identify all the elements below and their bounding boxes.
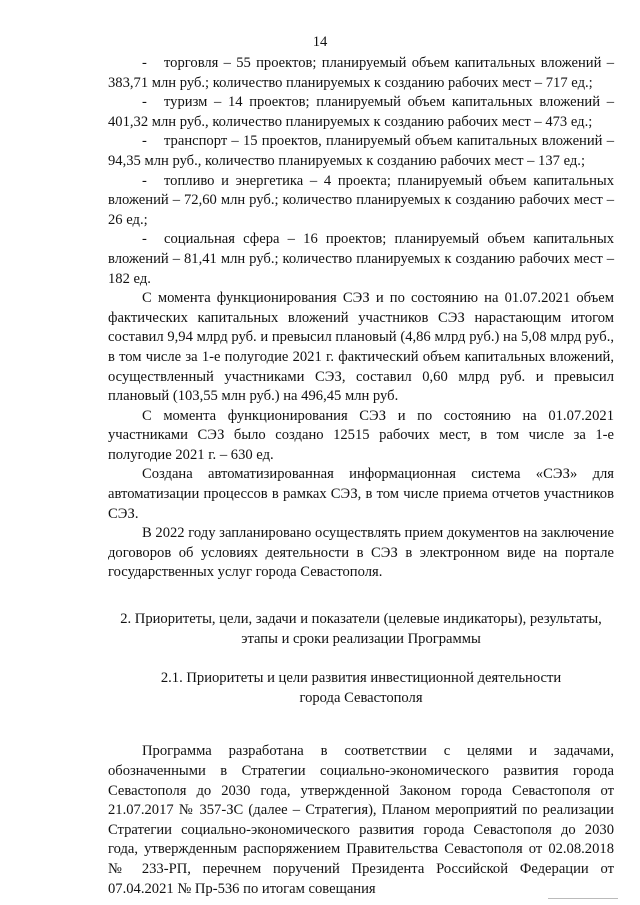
- paragraph-jobs-created: С момента функционирования СЭЗ и по состоянию на 01.07.2021 участниками СЭЗ было создано 12515 рабочих мест, в том числе за 1-е полугодие 2021 г. – 630 ед.: [108, 407, 614, 463]
- bullet-text: топливо и энергетика – 4 проекта; планируемый объем капитальных вложений – 72,60 млн руб.; количество планируемых к созданию рабочих мест – 26 ед.;: [108, 172, 614, 228]
- bullet-dash: -: [142, 133, 147, 150]
- bullet-dash: -: [142, 55, 147, 71]
- subsection-heading-line1: 2.1. Приоритеты и цели развития инвестиционной деятельности: [160, 670, 562, 687]
- bullet-item-tourism: [108, 93, 614, 132]
- bullet-text: социальная сфера – 16 проектов; планируемый объем капитальных вложений – 81,41 млн руб.; количество планируемых к созданию рабочих мест – 182 ед.: [108, 231, 614, 287]
- bullet-dash: -: [142, 172, 147, 189]
- spacer: [108, 583, 614, 610]
- bullet-item-social: [108, 230, 614, 289]
- bullet-dash: -: [142, 94, 147, 111]
- subsection-heading-line2: города Севастополя: [299, 689, 423, 706]
- bullet-dash: -: [142, 231, 147, 248]
- bullet-item-energy: [108, 172, 614, 231]
- bullet-item-transport: [108, 132, 614, 171]
- bullet-item-trade: [108, 54, 614, 93]
- paragraph-plan-2022: В 2022 году запланировано осуществлять прием документов на заключение договоров об условиях деятельности в СЭЗ в электронном виде на портале государственных услуг города Севастополя.: [108, 525, 614, 581]
- section-heading: 2. Приоритеты, цели, задачи и показатели (целевые индикаторы), результаты, этапы и сроки реализации Программы: [120, 611, 602, 647]
- paragraph-investment-volume: С момента функционирования СЭЗ и по состоянию на 01.07.2021 объем фактических капитальных вложений участников СЭЗ нарастающим итогом составил 9,94 млрд руб. и превысил плановый (4,86 млрд руб.) на 5,08 млрд руб., в том числе за 1-е полугодие 2021 г. фактический объем капитальных вложений, осуществленный участниками СЭЗ, составил 0,60 млрд руб. и превысил плановый (103,55 млн руб.) на 496,45 млн руб.: [108, 290, 614, 405]
- paragraph-information-system: Создана автоматизированная информационная система «СЭЗ» для автоматизации процессов в рамках СЭЗ, в том числе приема отчетов участников СЭЗ.: [108, 466, 614, 522]
- paragraph-program-basis: Программа разработана в соответствии с целями и задачами, обозначенными в Стратегии социально-экономического развития города Севастополя до 2030 года, утвержденной Законом города Севастополя от 21.07.2017 № 357-ЗС (далее – Стратегия), Планом мероприятий по реализации Стратегии социально-экономического развития города Севастополя до 2030 года, утвержденным распоряжением Правительства Севастополя от 02.08.2018 № 233-РП, перечнем поручений Президента Российской Федерации от 07.04.2021 № Пр-536 по итогам совещания: [108, 743, 614, 897]
- spacer: [108, 649, 614, 669]
- bullet-text: торговля – 55 проектов; планируемый объем капитальных вложений – 383,71 млн руб.; количество планируемых к созданию рабочих мест – 717 ед.;: [108, 55, 614, 91]
- spacer: [108, 708, 614, 742]
- scan-edge-mark: [548, 898, 618, 899]
- bullet-text: туризм – 14 проектов; планируемый объем капитальных вложений – 401,32 млн руб., количество планируемых к созданию рабочих мест – 473 ед.;: [108, 94, 614, 130]
- page-content: [108, 54, 614, 899]
- bullet-text: транспорт – 15 проектов, планируемый объем капитальных вложений – 94,35 млн руб., количество планируемых к созданию рабочих мест – 137 ед.;: [108, 133, 614, 169]
- page-number: 14: [312, 34, 328, 50]
